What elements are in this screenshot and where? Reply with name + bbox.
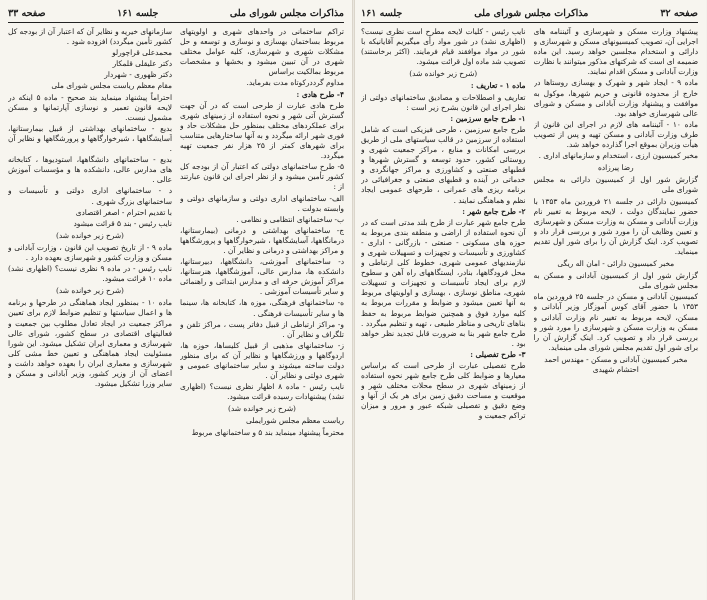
paragraph: بدیع - ساختمانهای دانشگاهها، استودیوها ، کتابخانه های مدارس عالی، دانشکده ها و مؤسسات آموزش عالی . <box>8 155 172 185</box>
paragraph: نایب رئیس - در ماده ۹ نظری نیست؟ (اظهاری نشد) ماده ۱۰ قرائت میشود. <box>8 264 172 284</box>
paragraph: محمدعلی قراچورلو <box>112 48 172 58</box>
paragraph: د - ساختمانهای اداری دولتی و تأسیسات و ساختمانهای بزرگ شهری . <box>8 186 172 206</box>
left-page-title: مذاکرات مجلس شورای ملی <box>229 7 344 19</box>
left-page-header <box>8 6 344 23</box>
paragraph: ۱- طرح جامع سرزمین : <box>450 113 526 123</box>
paragraph: نایب رئیس - ماده ۸ اظهار نظری نیست؟ (اظهاری نشد) پیشنهادات رسیده قرائت میشود. <box>180 382 344 402</box>
paragraph: تراکم ساختمانی در واحدهای شهری و اولویتهای مربوط بساختمان بهسازی و نوسازی و توسعه و حل مشکلات شهری و شهرسازی، کلیه عوامل مختلف شهری در آن تبیین میشود و بخشها و مشخصات مربوط بمالکیت براساس <box>180 27 344 77</box>
right-page-title: مذاکرات مجلس شورای ملی <box>474 7 589 19</box>
paragraph: مقام معظم ریاست مجلس شورای ملی <box>51 81 172 91</box>
paragraph: کمیسیون دارائی در جلسه ۲۱ فروردین ماه ۱۳۵۳ با حضور نمایندگان دولت ، لایحه مربوط به تغییر نام وزارت آبادانی و مسکن به وزارت مسکن و شهرسازی و تعیین وظایف آن را مورد شور و بررسی قرار داد و تصویب کرد. اینک گزارش آن را برای شور اول تقدیم مینماید. <box>533 196 698 256</box>
paragraph: ج- ساختمانهای بهداشتی و درمانی (بیمارستانها، درمانگاهها، آسایشگاهها ، شیرخوارگاهها و پرورشگاهها و مراکز بهداشتی و درمانی و نظایر آن . <box>180 225 344 255</box>
paragraph: نایب رئیس - بند ۵ قرائت میشود <box>73 218 172 228</box>
paragraph: ه- ساختمانهای فرهنگی، موزه ها، کتابخانه ها، سینما ها و سایر تأسیسات فرهنگی . <box>180 298 344 318</box>
left-page-left-column <box>8 27 172 593</box>
paragraph: با تقدیم احترام - اصغر اقتصادی <box>75 207 172 217</box>
left-page-right-column <box>180 27 344 593</box>
paragraph: مخبر کمیسیون دارائی - امان اله ریگی <box>557 259 675 269</box>
left-page-number: صفحه ۳۳ <box>8 7 46 19</box>
paragraph: محترماً پیشنهاد مینماید بند ۵ و ساختمانهای مربوط <box>191 427 344 437</box>
paragraph: پیشنهاد وزارت مسکن و شهرسازی و آئیننامه های اجرایی آن، تصویب کمیسیونهای مسکن و شهرسازی و دارائی و استخدام مجلسین خواهد رسید. این ماده ضمیمه ای است که شرکتهای مذکور میتوانند با نظارت وزارت آبادانی و مسکن اقدام نمایند. <box>533 27 698 77</box>
paragraph: ماده ۱۰ - بمنظور ایجاد هماهنگی در طرحها و برنامه ها و اعمال سیاستها و تنظیم ضوابط لازم برای تعیین مراکز جمعیت در ایجاد تعادل مطلوب بین جمعیت و فعالیتهای اقتصادی در سطح کشور، شورای عالی شهرسازی و معماری ایران تشکیل میشود. این شورا مسئولیت ایجاد هماهنگی و تعیین خط مشی کلی شهرسازی و معماری ایران را بعهده خواهد داشت و اعضای آن از وزیر کشور، وزیر آبادانی و مسکن و سایر وزرا تشکیل میشود. <box>8 298 172 389</box>
right-page-session: جلسه ۱۶۱ <box>361 7 403 19</box>
paragraph: ۴- طرح هادی : <box>296 89 344 99</box>
paragraph: طرح جامع شهر عبارت از طرح بلند مدتی است که در آن نحوه استفاده از اراضی و منطقه بندی مربوط به حوزه های مسکونی - صنعتی - بازرگانی - اداری - کشاورزی و تأسیسات و تجهیزات و تسهیلات شهری و نیازمندیهای عمومی شهری، خطوط کلی ارتباطی و محل فرودگاهها، بنادر، ایستگاههای راه آهن و سطوح لازم برای ایجاد تأسیسات و تجهیزات و تسهیلات شهری، مناطق نوسازی ، بهسازی و اولویتهای مربوط به آنها تعیین میشود و ضوابط و مقررات مربوط به کلیه موارد فوق و همچنین ضوابط مربوط به حفظ بناهای تاریخی و مناظر طبیعی ، تهیه و تنظیم میگردد . طرح جامع شهر بنا به ضرورت قابل تجدید نظر خواهد بود . <box>361 217 526 348</box>
right-page-right-column <box>534 27 699 593</box>
paragraph: ماده ۱۰ - آئیننامه های لازم در اجرای این قانون از طرف وزارت آبادانی و مسکن تهیه و پس از تصویب هیأت وزیران بموقع اجرا گذارده خواهد شد. <box>533 119 698 150</box>
paragraph: بدیع - ساختمانهای بهداشتی از قبیل بیمارستانها، آسایشگاهها ، شیرخوارگاهها و پرورشگاهها و نظایر آن . <box>8 123 172 154</box>
paragraph: رضا پیرزاده <box>597 163 634 173</box>
paragraph: ماده ۹ - ایجاد شهر و شهرک و بهسازی روستاها در خارج از محدوده قانونی و حریم شهرها، موکول به موافقت و پیشنهاد وزارت آبادانی و مسکن و شورای عالی شهرسازی خواهد بود. <box>533 78 698 118</box>
paragraph: دکتر ظهوری - شهردار <box>104 70 172 80</box>
paragraph: ز- ساختمانهای مذهبی از قبیل کلیساها، حوزه ها، اردوگاهها و ورزشگاهها و نظایر آن که برای منظور دولت ساخته میشوند و سایر ساختمانهای عمومی و شهری دولتی و نظایر آن . <box>180 340 344 381</box>
right-page-left-column <box>361 27 526 593</box>
paragraph: ب- ساختمانهای انتظامی و نظامی . <box>236 214 344 224</box>
paragraph: کمیسیون آبادانی و مسکن در جلسه ۲۵ فروردین ماه ۱۳۵۳ با حضور آقای کوس آموزگار وزیر آبادانی و مسکن، لایحه مربوط به تغییر نام وزارت آبادانی و مسکن به وزارت مسکن و شهرسازی را مورد شور و بررسی قرار داد و تصویب کرد. اینک گزارش آن را برای شور اول تقدیم مجلس شورای ملی مینماید. <box>533 292 698 352</box>
paragraph: (شرح زیر خوانده شد) <box>409 69 478 79</box>
paragraph: (شرح زیر خوانده شد) <box>56 286 124 296</box>
right-page-columns <box>361 27 698 593</box>
paragraph: ماده ۹ - از تاریخ تصویب این قانون ، وزارت آبادانی و مسکن و وزارت کشور و شهرسازی بعهده دارد . <box>8 242 172 262</box>
paragraph: (شرح زیر خوانده شد) <box>56 230 124 240</box>
right-page <box>353 0 706 600</box>
paragraph: طرح هادی عبارت از طرحی است که در آن جهت گسترش آتی شهر و نحوه استفاده از زمینهای شهری برای عملکردهای مختلف بمنظور حل مشکلات حاد و فوری شهر ارائه میگردد و به آنها ساختارهایی متناسب برای شهرهای کمتر از ۲۵ هزار نفر جمعیت تهیه میگردد. <box>180 100 344 161</box>
paragraph: د- ساختمانهای آموزشی، دانشگاهها، دبیرستانها، دانشکده ها، مدارس عالی، آموزشگاهها، هنرستانها، مراکز آموزش حرفه ای و مدارس ابتدائی و راهنمائی و سایر تأسیسات آموزشی . <box>180 257 344 297</box>
right-page-header <box>361 6 698 23</box>
paragraph: احتراماً پیشنهاد مینماید بند صحیح - ماده ۵ اینکه در لایحه قانون تعمیر و نوسازی آپارتمانها و مسکن مشمول نیست. <box>8 92 172 122</box>
paragraph: مخبر کمیسیون ارزی ، استخدام و سازمانهای اداری . <box>538 151 698 161</box>
paragraph: گزارش شور اول از کمیسیون آبادانی و مسکن به مجلس شورای ملی <box>533 271 698 291</box>
paragraph: طرح تفصیلی عبارت از طرحی است که براساس معیارها و ضوابط کلی طرح جامع شهر نحوه استفاده از زمینهای شهری در سطح محلات مختلف شهر و موقعیت و مساحت دقیق زمین برای هر یک از آنها و وضع دقیق و تفصیلی شبکه عبور و مرور و میزان تراکم جمعیت و <box>361 361 526 421</box>
right-page-number: صفحه ۳۲ <box>660 7 698 19</box>
left-page-session: جلسه ۱۶۱ <box>117 7 159 19</box>
paragraph: ۵- طرح ساختمانهای دولتی که اعتبار آن از بودجه کل کشور تأمین میشود و از نظر اجرای این قانون عبارتند از : <box>180 162 344 192</box>
paragraph: و- مراکز ارتباطی از قبیل دفاتر پست ، مراکز تلفن و تلگراف و نظایر آن . <box>180 319 344 339</box>
paragraph: ۲- طرح جامع شهر : <box>462 206 526 216</box>
book-spine <box>352 0 355 600</box>
paragraph: ماده ۱ - تعاریف : <box>470 81 526 91</box>
left-page <box>0 0 353 600</box>
paragraph: مخبر کمیسیون آبادانی و مسکن - مهندس احمد احتشام شهیدی <box>544 354 688 374</box>
paragraph: گزارش شور اول از کمیسیون دارائی به مجلس شورای ملی <box>533 175 698 195</box>
left-page-columns <box>8 27 344 593</box>
paragraph: دکتر علیقلی قلمکار <box>112 59 172 69</box>
paragraph: ۳- طرح تفصیلی : <box>470 349 526 359</box>
paragraph: نایب رئیس - کلیات لایحه مطرح است نظری نیست؟ (اظهاری نشد) در شور مواد رأی میگیریم آقایانیکه با شور در مواد موافقند قیام فرمایند. (اکثر برخاستند) تصویب شد ماده اول قرائت میشود. <box>361 27 526 67</box>
paragraph: تعاریف و اصطلاحات و مصادیق ساختمانهای دولتی از نظر اجرای این قانون بشرح زیر است : <box>361 92 526 112</box>
paragraph: (شرح زیر خوانده شد) <box>228 404 296 414</box>
paragraph: سازمانهای خیریه و نظایر آن که اعتبار آن از بودجه کل کشور تأمین میگردد) افزوده شود . <box>8 27 172 47</box>
paragraph: ریاست معظم مجلس شورایملی <box>245 416 344 426</box>
paragraph: الف- ساختمانهای اداری دولتی و سازمانهای دولتی و وابسته بدولت . <box>180 193 344 213</box>
paragraph: طرح جامع سرزمین ، طرحی فیزیکی است که شامل استفاده از سرزمین در قالب سیاستهای ملی از طریق بررسی امکانات و منابع ، مراکز جمعیت شهری و روستائی کشور، حدود توسعه و گسترش شهرها و قطبهای صنعتی و کشاورزی و مراکز جهانگردی و خدماتی در آینده و قطبهای صنعتی و جغرافیائی در برنامه ریزی های عمرانی ، طرحهای عمومی ایجاد نظم و هماهنگی نمایند . <box>361 124 526 205</box>
paragraph: مداوم گرددرکوتاه مدت بفرماید. <box>246 78 344 88</box>
